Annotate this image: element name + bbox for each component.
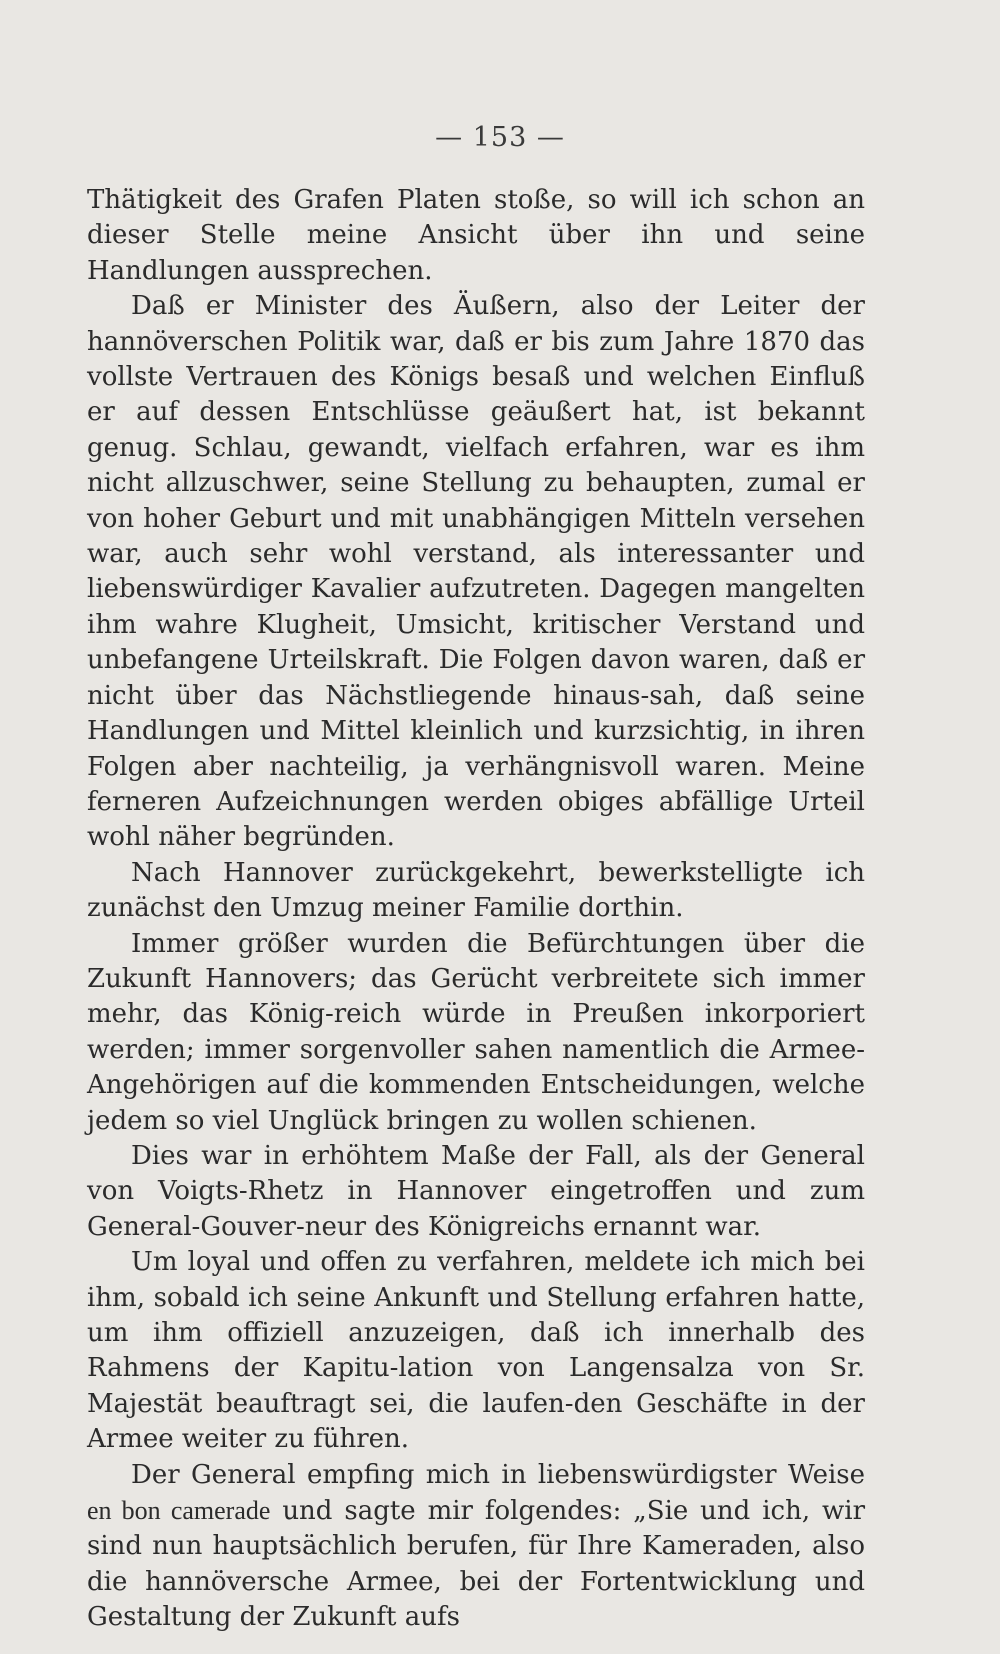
paragraph-platen-assessment: Daß er Minister des Äußern, also der Leiter der hannöverschen Politik war, daß er bis zum Jahre 1870 das vollste Vertrauen des Königs besaß und welchen Einfluß er auf dessen Entschlüsse geäußert hat, ist bekannt genug. Schlau, gewandt, vielfach erfahren, war es ihm nicht allzuschwer, seine Stellung zu behaupten, zumal er von hoher Geburt und mit unabhängigen Mitteln versehen war, auch sehr wohl verstand, als interessanter und liebenswürdiger Kavalier aufzutreten. Dagegen mangelten ihm wahre Klugheit, Umsicht, kritischer Verstand und unbefangene Urteilskraft. Die Folgen davon waren, daß er nicht über das Nächstliegende hinaus-sah, daß seine Handlungen und Mittel kleinlich und kurzsichtig, in ihren Folgen aber nachteilig, ja verhängnisvoll waren. Meine ferneren Aufzeichnungen werden obiges abfällige Urteil wohl näher begründen. [87, 291, 865, 853]
body-text [87, 183, 865, 1636]
paragraph-fears: Immer größer wurden die Befürchtungen über die Zukunft Hannovers; das Gerücht verbreitete sich immer mehr, das König-reich würde in Preußen inkorporiert werden; immer sorgenvoller sahen namentlich die Armee-Angehörigen auf die kommenden Entscheidungen, welche jedem so viel Unglück bringen zu wollen schienen. [87, 928, 865, 1136]
latin-phrase: en bon camerade [87, 1496, 271, 1526]
paragraph-return-hannover: Nach Hannover zurückgekehrt, bewerkstelligte ich zunächst den Umzug meiner Familie dorthin. [87, 857, 865, 924]
paragraph-general-reception [87, 1458, 865, 1636]
paragraph-text-after: und sagte mir folgendes: „Sie und ich, wir sind nun hauptsächlich berufen, für Ihre Kameraden, also die hannöversche Armee, bei der Fortentwicklung und Gestaltung der Zukunft aufs [87, 1496, 865, 1633]
paragraph-text-before: Der General empfing mich in liebenswürdigster Weise [131, 1459, 865, 1490]
paragraph-continuation: Thätigkeit des Grafen Platen stoße, so will ich schon an dieser Stelle meine Ansicht über ihn und seine Handlungen aussprechen. [87, 185, 865, 286]
paragraph-report: Um loyal und offen zu verfahren, meldete ich mich bei ihm, sobald ich seine Ankunft und Stellung erfahren hatte, um ihm offiziell anzuzeigen, daß ich innerhalb des Rahmens der Kapitu-lation von Langensalza von Sr. Majestät beauftragt sei, die laufen-den Geschäfte in der Armee weiter zu führen. [87, 1247, 865, 1455]
paragraph-voigts-rhetz: Dies war in erhöhtem Maße der Fall, als der General von Voigts-Rhetz in Hannover eingetroffen und zum General-Gouver-neur des Königreichs ernannt war. [87, 1140, 865, 1242]
page-number: — 153 — [435, 122, 565, 153]
